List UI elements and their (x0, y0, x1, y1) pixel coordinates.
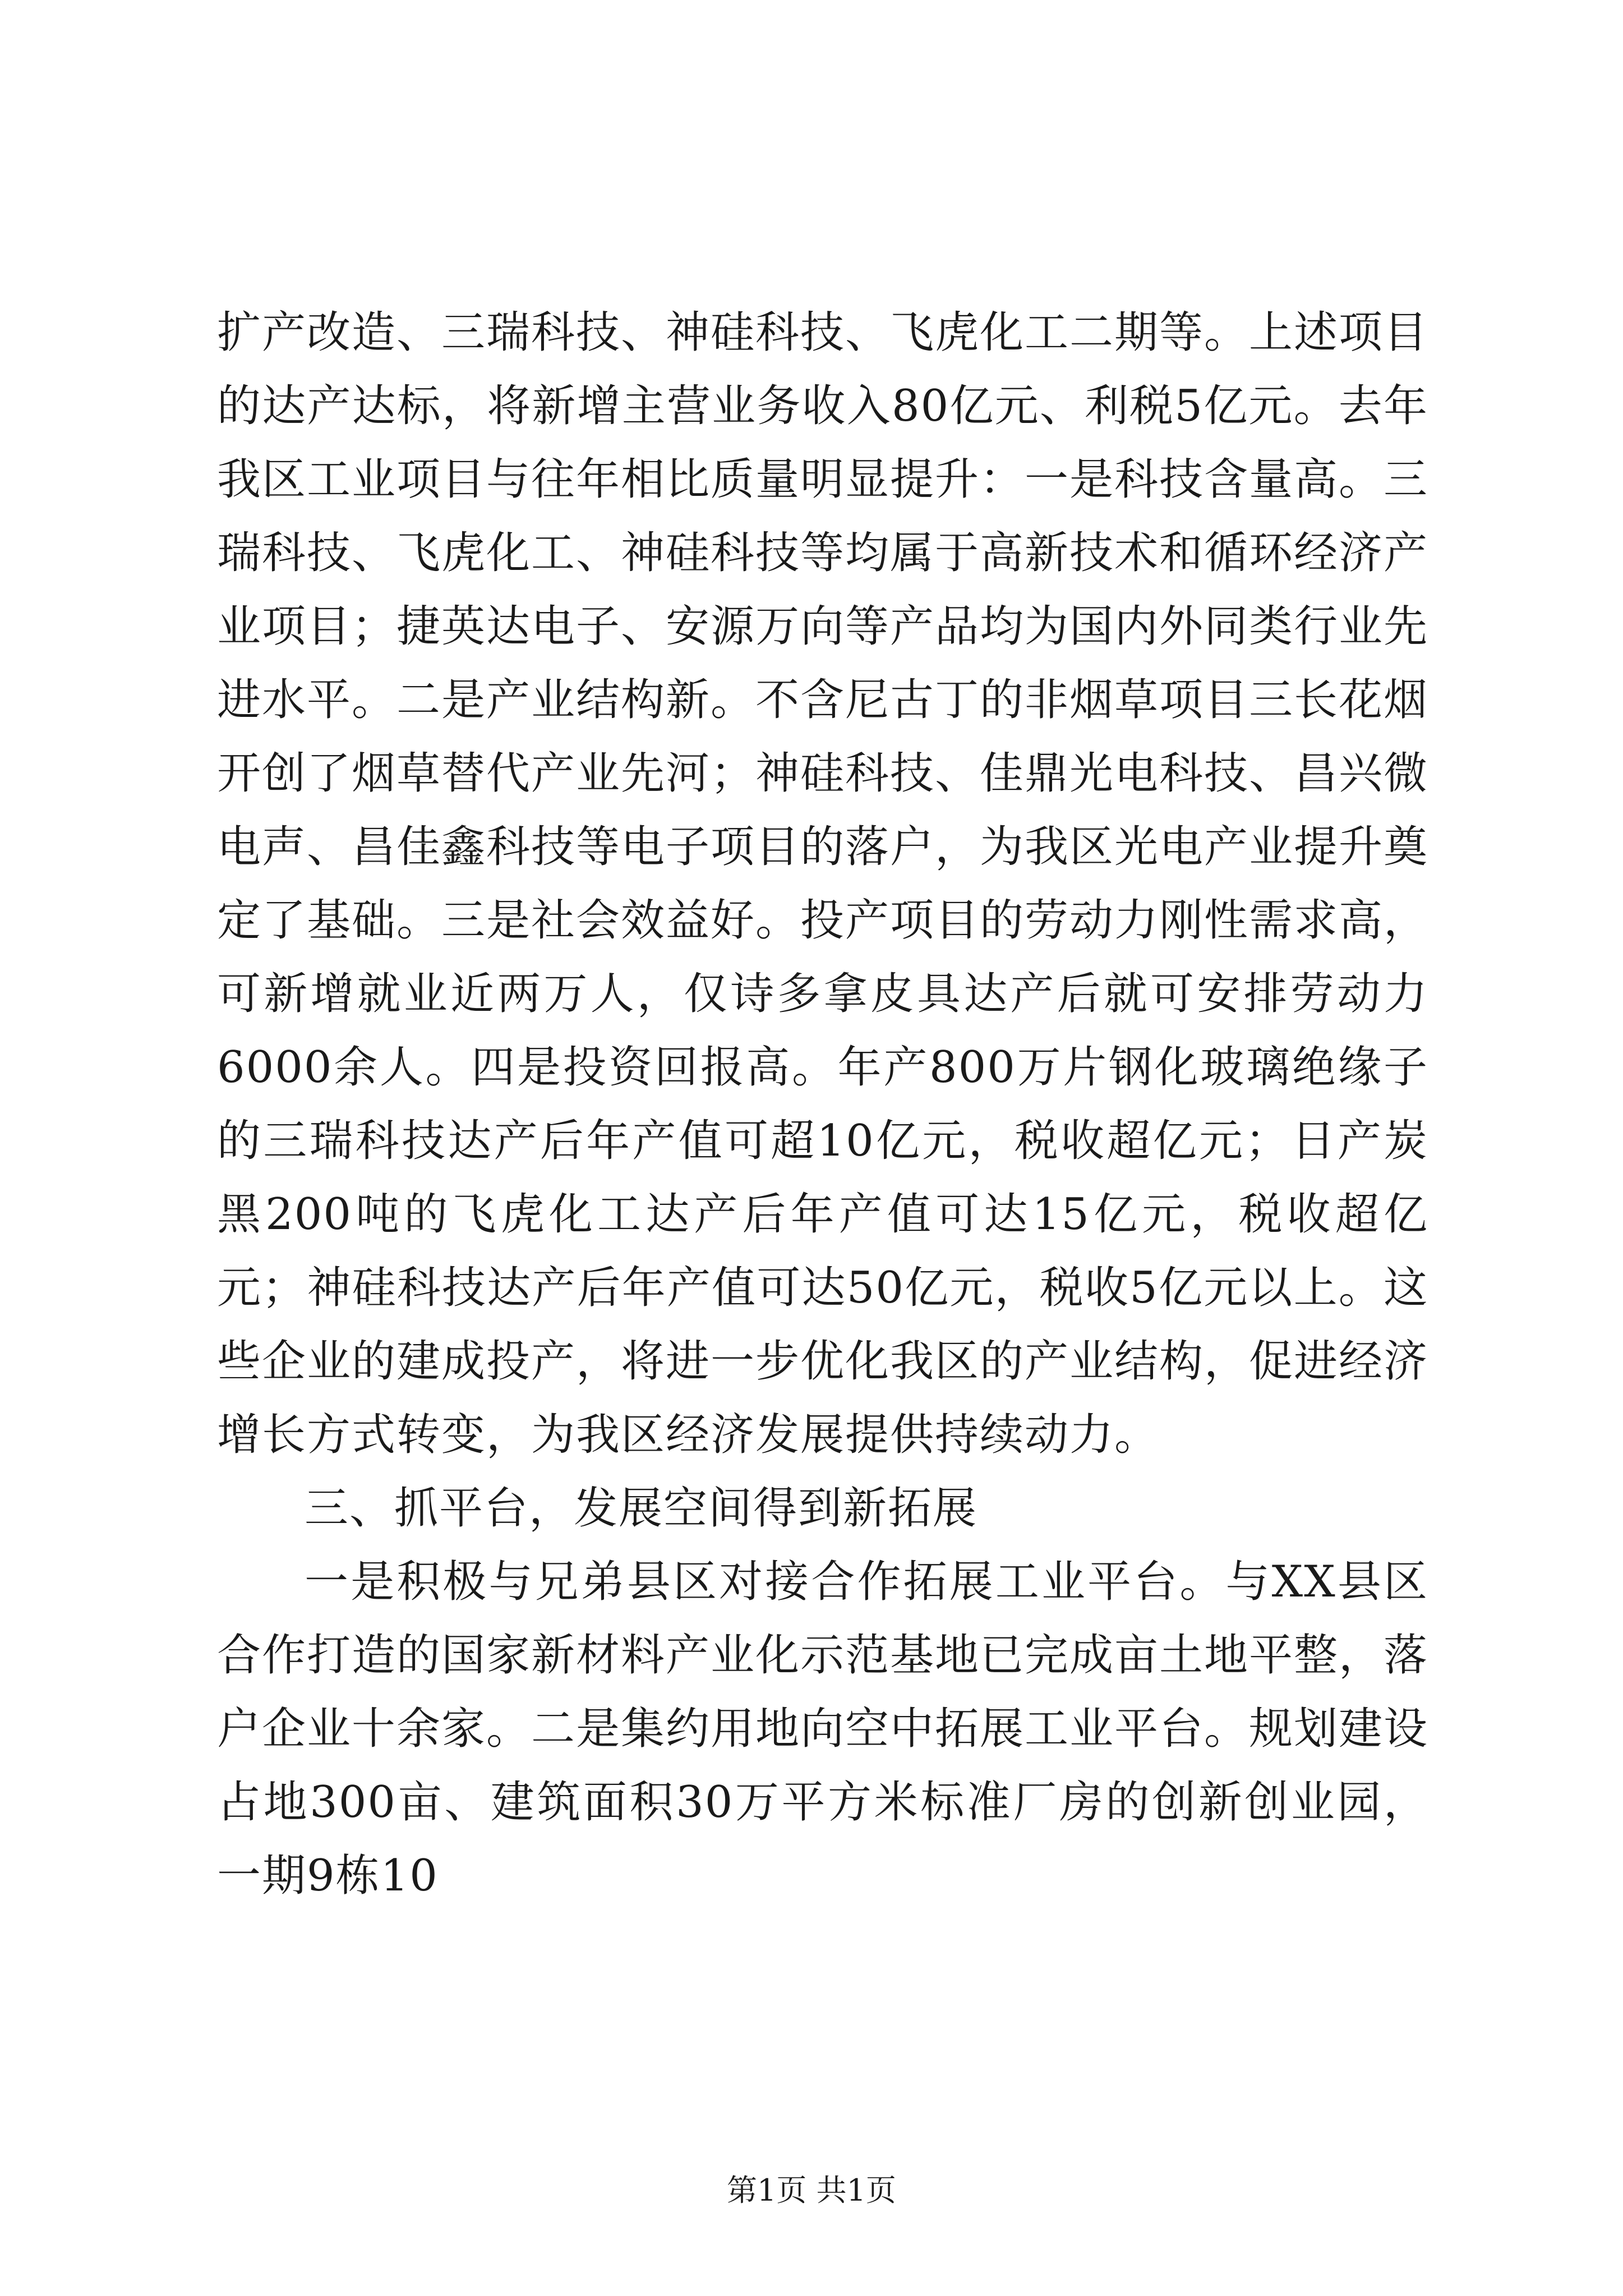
document-body (217, 296, 1428, 1913)
paragraph-platform-expansion: 一是积极与兄弟县区对接合作拓展工业平台。与XX县区合作打造的国家新材料产业化示范基地已完成亩土地平整，落户企业十余家。二是集约用地向空中拓展工业平台。规划建设占地300亩、建筑面积30万平方米标准厂房的创新创业园，一期9栋10 (217, 1557, 1429, 1901)
section-heading-platform: 三、抓平台，发展空间得到新拓展 (305, 1483, 978, 1534)
page-number-footer: 第1页 共1页 (727, 2173, 896, 2208)
paragraph-project-quality: 扩产改造、三瑞科技、神硅科技、飞虎化工二期等。上述项目的达产达标，将新增主营业务收入80亿元、利税5亿元。去年我区工业项目与往年相比质量明显提升：一是科技含量高。三瑞科技、飞虎化工、神硅科技等均属于高新技术和循环经济产业项目；捷英达电子、安源万向等产品均为国内外同类行业先进水平。二是产业结构新。不含尼古丁的非烟草项目三长花烟开创了烟草替代产业先河；神硅科技、佳鼎光电科技、昌兴微电声、昌佳鑫科技等电子项目的落户，为我区光电产业提升奠定了基础。三是社会效益好。投产项目的劳动力刚性需求高，可新增就业近两万人，仅诗多拿皮具达产后就可安排劳动力6000余人。四是投资回报高。年产800万片钢化玻璃绝缘子的三瑞科技达产后年产值可超10亿元，税收超亿元；日产炭黑200吨的飞虎化工达产后年产值可达15亿元，税收超亿元；神硅科技达产后年产值可达50亿元，税收5亿元以上。这些企业的建成投产，将进一步优化我区的产业结构，促进经济增长方式转变，为我区经济发展提供持续动力。 (217, 307, 1429, 1460)
